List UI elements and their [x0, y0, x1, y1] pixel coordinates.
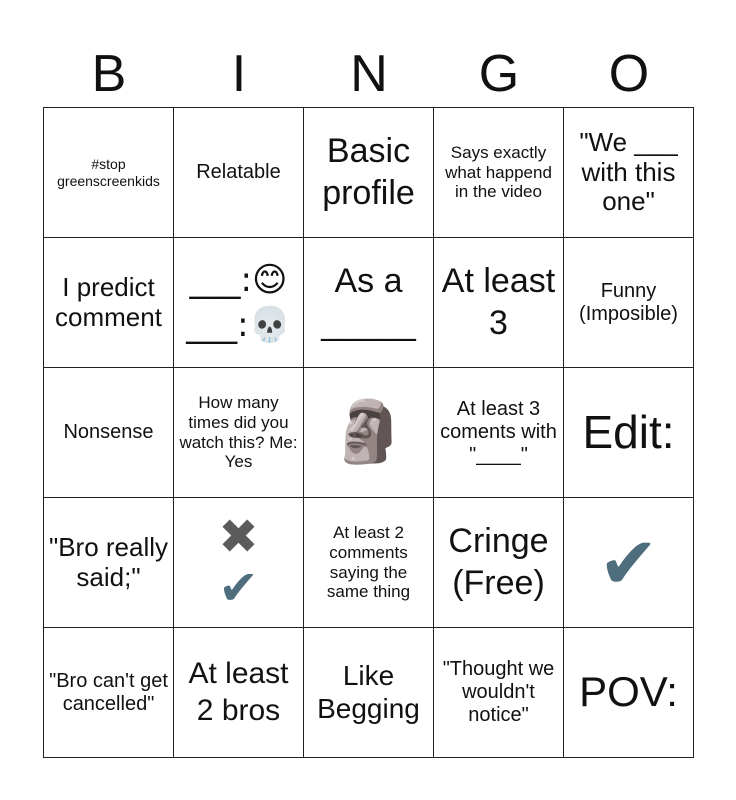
header-letter-i: I: [231, 45, 247, 103]
cell-r1c2[interactable]: [174, 108, 304, 238]
cell-r4c2[interactable]: [174, 498, 304, 628]
skull-emoji-line: ___:💀: [186, 304, 291, 345]
cell-r3c4[interactable]: [434, 368, 564, 498]
cell-text: At least 3 coments with "____": [440, 398, 557, 466]
cell-r1c4[interactable]: [434, 108, 564, 238]
cell-text: Edit:: [582, 406, 675, 459]
cell-text: "Bro really said;": [48, 531, 169, 592]
cell-r5c5[interactable]: [564, 628, 694, 758]
cell-text: "Bro can't get cancelled": [49, 669, 168, 715]
cell-r2c4[interactable]: [434, 238, 564, 368]
cell-r5c1[interactable]: [44, 628, 174, 758]
header-letter-n: N: [350, 45, 388, 103]
smile-emoji-line: ___:😊: [189, 260, 288, 301]
cell-r2c3[interactable]: [304, 238, 434, 368]
cell-text: At least 2 bros: [188, 656, 289, 727]
cell-text: #stop greenscreenkids: [57, 156, 160, 189]
check-mark-icon: ✔: [598, 520, 659, 605]
cell-text: Nonsense: [63, 421, 154, 443]
cell-text: Says exactly what happend in the video: [445, 143, 552, 202]
cell-r3c3[interactable]: [304, 368, 434, 498]
cell-text: Basic profile: [322, 132, 415, 212]
cell-text: "We ___ with this one": [579, 126, 678, 217]
cell-r3c2[interactable]: [174, 368, 304, 498]
cell-text: Cringe (Free): [448, 522, 549, 602]
cell-text: At least 3: [441, 262, 556, 342]
cell-text: As a _____: [321, 262, 416, 342]
header-letter-b: B: [91, 45, 127, 103]
cell-text: I predict comment: [55, 271, 162, 332]
cell-text: Funny (Imposible): [579, 279, 678, 325]
cell-r3c5[interactable]: [564, 368, 694, 498]
cell-text: At least 2 comments saying the same thing: [326, 523, 411, 602]
check-mark-icon: ✔: [218, 559, 259, 616]
cell-r3c1[interactable]: [44, 368, 174, 498]
cell-r4c1[interactable]: [44, 498, 174, 628]
cell-r2c5[interactable]: [564, 238, 694, 368]
cell-r5c3[interactable]: [304, 628, 434, 758]
header-letter-o: O: [608, 45, 650, 103]
cell-text: How many times did you watch this? Me: Yes: [179, 393, 298, 472]
moai-icon: 🗿: [331, 397, 406, 467]
cell-r5c2[interactable]: [174, 628, 304, 758]
cell-r1c1[interactable]: [44, 108, 174, 238]
cell-r1c5[interactable]: [564, 108, 694, 238]
cell-r1c3[interactable]: [304, 108, 434, 238]
cell-text: POV:: [579, 668, 678, 716]
cell-r2c2[interactable]: [174, 238, 304, 368]
cell-r4c5[interactable]: [564, 498, 694, 628]
cell-r2c1[interactable]: [44, 238, 174, 368]
cross-mark-icon: ✖: [218, 509, 259, 566]
bingo-header: [44, 44, 694, 104]
cell-r4c4[interactable]: [434, 498, 564, 628]
cell-text: "Thought we wouldn't notice": [442, 658, 555, 726]
cell-r4c3[interactable]: [304, 498, 434, 628]
cell-text: Relatable: [196, 161, 281, 183]
header-letter-g: G: [478, 45, 520, 103]
cell-text: Like Begging: [317, 660, 420, 724]
cell-r5c4[interactable]: [434, 628, 564, 758]
bingo-board: [43, 107, 694, 758]
